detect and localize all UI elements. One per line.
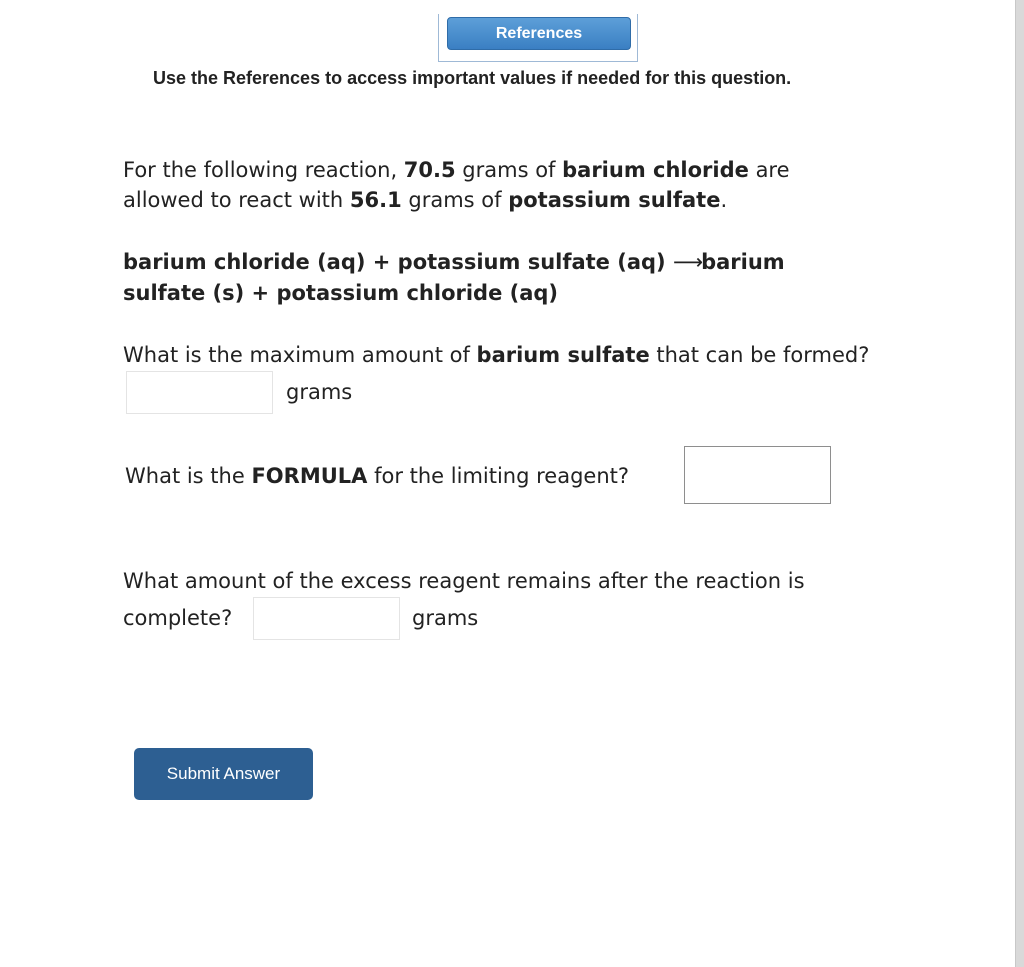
problem-text: allowed to react with	[123, 188, 350, 212]
unit-label: grams	[286, 380, 353, 404]
problem-line-1	[123, 155, 790, 186]
question-text: that can be formed?	[649, 343, 870, 367]
mass-potassium-sulfate: 56.1	[349, 188, 402, 212]
reaction-arrow-icon: ⟶	[672, 250, 702, 274]
submit-answer-button[interactable]: Submit Answer	[134, 748, 313, 800]
problem-line-2	[123, 185, 727, 216]
question-3-line-1: What amount of the excess reagent remains after the reaction is	[123, 569, 805, 593]
equation-product-start: barium	[701, 250, 785, 274]
question-text: What is the	[125, 464, 252, 488]
equation-reactants: barium chloride (aq) + potassium sulfate (aq)	[123, 250, 673, 274]
question-2	[125, 461, 629, 492]
question-bold-term: FORMULA	[251, 464, 368, 488]
unit-label: grams	[412, 606, 479, 630]
problem-text: grams of	[401, 188, 509, 212]
problem-text: grams of	[455, 158, 563, 182]
problem-text: .	[720, 188, 728, 212]
equation-line-2: sulfate (s) + potassium chloride (aq)	[123, 281, 559, 305]
question-text: for the limiting reagent?	[367, 464, 630, 488]
problem-text: For the following reaction,	[123, 158, 404, 182]
barium-sulfate-mass-input[interactable]	[126, 371, 273, 414]
references-note: Use the References to access important values if needed for this question.	[153, 68, 792, 88]
limiting-reagent-formula-input[interactable]	[684, 446, 831, 504]
equation-line-1	[123, 247, 785, 278]
question-bold-term: barium sulfate	[476, 343, 650, 367]
page-scroll-edge	[1015, 0, 1024, 967]
question-1	[123, 340, 869, 371]
excess-reagent-mass-input[interactable]	[253, 597, 400, 640]
question-3-line-2: complete?	[123, 606, 233, 630]
problem-text: are	[748, 158, 790, 182]
mass-barium-chloride: 70.5	[403, 158, 456, 182]
reactant-potassium-sulfate: potassium sulfate	[508, 188, 721, 212]
reactant-barium-chloride: barium chloride	[562, 158, 749, 182]
question-text: What is the maximum amount of	[123, 343, 477, 367]
references-button[interactable]: References	[447, 17, 631, 50]
